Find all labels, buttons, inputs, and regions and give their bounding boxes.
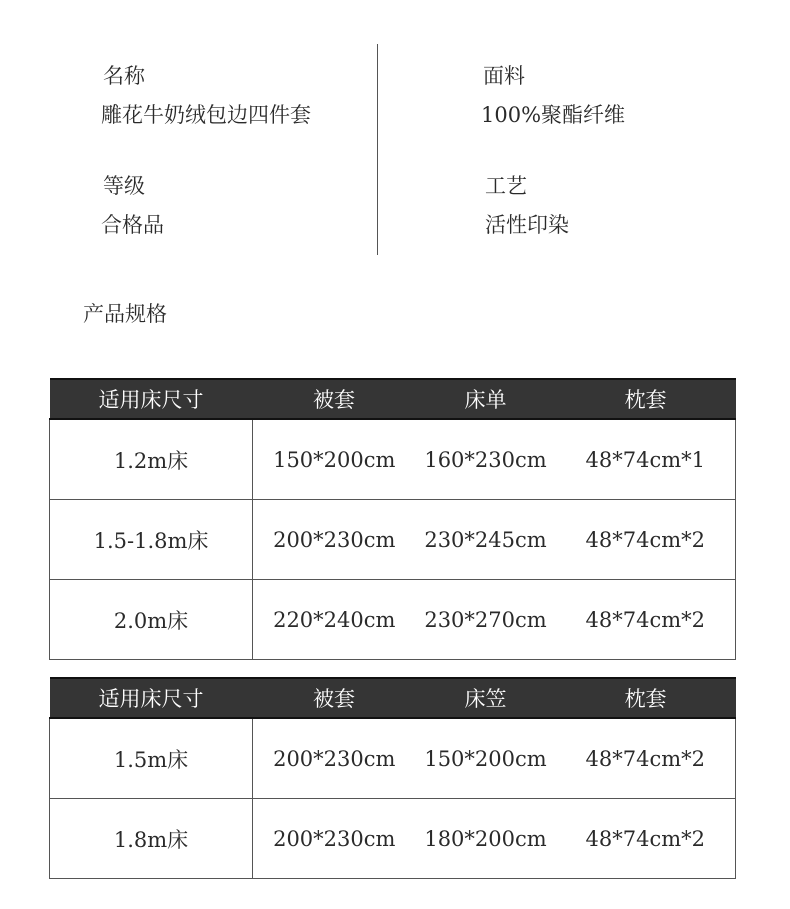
cell-duvet-cover: 150*200cm [253,419,416,500]
table-row [50,419,736,500]
header-fitted-sheet: 床笠 [416,678,556,718]
table-header-row [50,678,736,718]
header-pillowcase: 枕套 [556,678,736,718]
cell-duvet-cover: 200*230cm [253,500,416,580]
cell-bed-size: 1.2m床 [50,419,253,500]
attr-value-fabric: 100%聚酯纤维 [481,103,626,127]
header-duvet-cover: 被套 [253,379,416,419]
spec-table-2 [49,677,736,879]
cell-pillowcase: 48*74cm*2 [556,718,736,799]
spec-table-1 [49,378,736,660]
header-bed-size: 适用床尺寸 [50,379,253,419]
attr-label-grade: 等级 [103,174,145,198]
attr-label-name: 名称 [103,64,145,88]
table-row [50,718,736,799]
section-title: 产品规格 [83,302,167,326]
cell-bed-size: 1.5m床 [50,718,253,799]
table-row [50,580,736,660]
table-row [50,500,736,580]
cell-bed-sheet: 230*245cm [416,500,556,580]
attr-value-craft: 活性印染 [485,213,569,237]
cell-bed-size: 1.8m床 [50,799,253,879]
cell-fitted-sheet: 180*200cm [416,799,556,879]
cell-bed-sheet: 230*270cm [416,580,556,660]
cell-pillowcase: 48*74cm*2 [556,799,736,879]
attr-label-craft: 工艺 [485,174,527,198]
attributes-divider [377,44,378,255]
cell-duvet-cover: 200*230cm [253,799,416,879]
table-row [50,799,736,879]
cell-pillowcase: 48*74cm*1 [556,419,736,500]
cell-bed-sheet: 160*230cm [416,419,556,500]
cell-bed-size: 2.0m床 [50,580,253,660]
header-bed-sheet: 床单 [416,379,556,419]
header-duvet-cover: 被套 [253,678,416,718]
attr-value-name: 雕花牛奶绒包边四件套 [101,103,311,127]
attr-label-fabric: 面料 [483,64,525,88]
table-header-row [50,379,736,419]
header-pillowcase: 枕套 [556,379,736,419]
attr-value-grade: 合格品 [101,213,164,237]
cell-pillowcase: 48*74cm*2 [556,580,736,660]
cell-bed-size: 1.5-1.8m床 [50,500,253,580]
cell-fitted-sheet: 150*200cm [416,718,556,799]
header-bed-size: 适用床尺寸 [50,678,253,718]
cell-duvet-cover: 220*240cm [253,580,416,660]
cell-pillowcase: 48*74cm*2 [556,500,736,580]
cell-duvet-cover: 200*230cm [253,718,416,799]
